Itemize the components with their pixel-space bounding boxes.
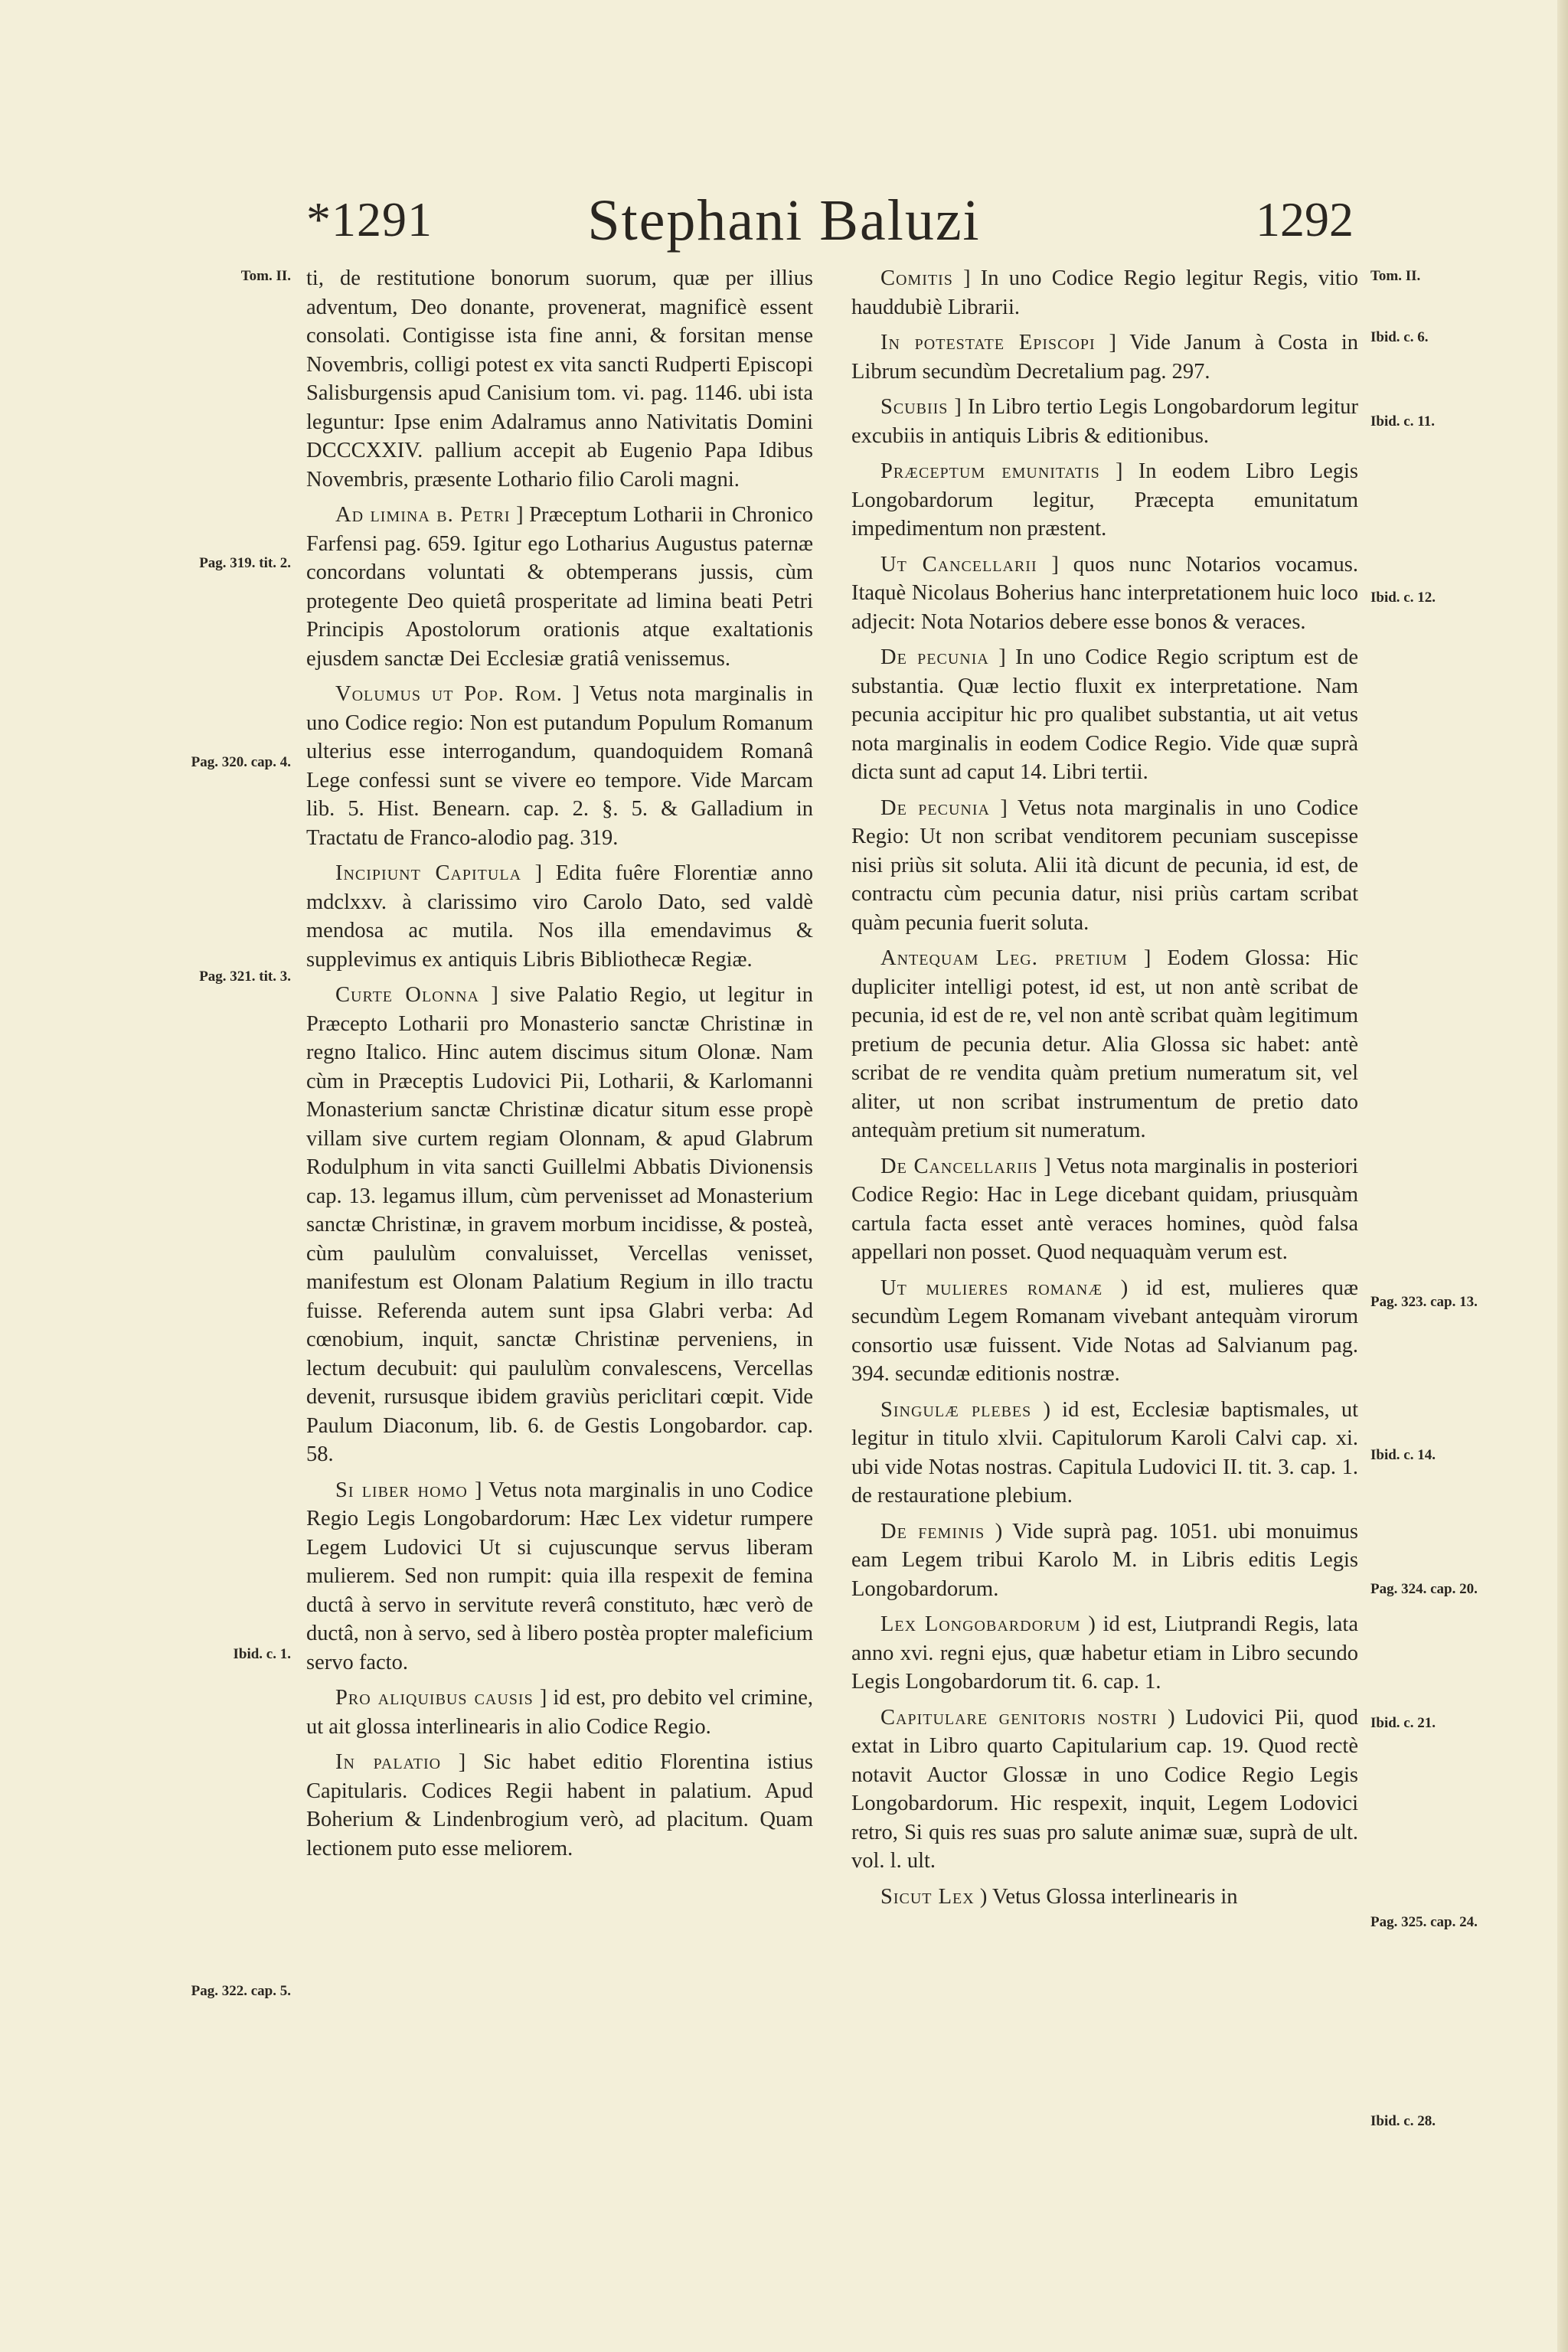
note-lemma: In potestate Episcopi [880,331,1096,354]
note-text: ] Edita fuêre Florentiæ anno mdclxxv. à clarissimo viro Carolo Dato, sed valdè mendosa ac mutila. Nos illa emendavimus & supplevimus ex antiquis Libris Bibliothecæ Regiæ. [306,861,813,972]
margin-note-right: Ibid. c. 11. [1370,413,1435,430]
margin-note-left: Pag. 319. tit. 2. [199,555,291,571]
margin-note-left: Tom. II. [240,268,291,284]
note-lemma: Comitis [880,266,953,290]
note-text: ] id est, pro debito vel crimine, ut ait glossa interlinearis in alio Codice Regio. [306,1686,813,1739]
note-lemma: In palatio [335,1750,442,1774]
margin-note-left: Pag. 322. cap. 5. [191,1983,291,1999]
note-lemma: Pro aliquibus causis [335,1686,534,1710]
note-lemma: Lex Longobardorum [880,1612,1081,1636]
margin-note-right: Tom. II. [1370,268,1421,284]
note-lemma: Incipiunt Capitula [335,861,522,885]
note-lemma: Si liber homo [335,1478,468,1502]
running-title: Stephani Baluzi [587,188,981,253]
note-paragraph [851,393,1358,450]
note-lemma: De Cancellariis [880,1154,1038,1178]
note-paragraph [851,328,1358,386]
note-lemma: Singulæ plebes [880,1397,1032,1422]
note-lemma: Capitulare genitoris nostri [880,1705,1158,1730]
note-lemma: Curte Olonna [335,983,479,1007]
note-text: ] Præceptum Lotharii in Chronico Farfensi pag. 659. Igitur ego Lotharius Augustus paternæ concordans voluntati & obtemperans jussis, cùm protegente Deo quietâ prosperitate ad limina beati Petri Principis Apostolorum orationis atque exaltationis ejusdem sanctæ Dei Ecclesiæ gratiâ venissemus. [306,503,813,671]
note-lemma: Ut mulieres romanæ [880,1276,1103,1300]
page-edge [1557,0,1568,2352]
note-paragraph [851,794,1358,938]
note-lemma: Ad limina b. Petri [335,503,511,527]
note-lemma: De feminis [880,1519,985,1544]
note-text: ) Vetus Glossa interlinearis in [979,1884,1238,1909]
page-number-left: *1291 [306,192,433,247]
margin-note-right: Ibid. c. 6. [1370,329,1429,345]
note-paragraph [851,1610,1358,1697]
note-paragraph [306,1476,813,1677]
margin-note-right: Pag. 323. cap. 13. [1370,1294,1478,1310]
note-text: ] Vetus nota marginalis in posteriori Codice Regio: Hac in Lege dicebant quidam, priusquàm cartula facta esset antè veraces homines, quòd falsa appellari non posset. Quod nequaquàm verum est. [851,1154,1359,1264]
note-lemma: Præceptum emunitatis [880,459,1100,483]
note-text: ] Vetus nota marginalis in uno Codice Regio Legis Longobardorum: Hæc Lex videtur rumpere Legem Ludovici Ut si cujuscunque servus liberam mulierem. Sed non rumpit: quia illa respexit de femina ductâ à servo in servitute reverâ constituto, hæc verò de ductâ, non à servo, sed à libero postèa propter maleficium servo facto. [306,1478,813,1674]
note-text: ) Vide suprà pag. 1051. ubi monuimus eam Legem tribui Karolo M. in Libris editis Legis Longobardorum. [851,1519,1358,1601]
note-paragraph [306,680,813,852]
note-paragraph [851,944,1358,1145]
note-paragraph [851,1883,1358,1912]
note-text: ) Ludovici Pii, quod extat in Libro quarto Capitularium cap. 19. Quod rectè notavit Auctor Glossæ in uno Codice Regio Legis Longobardorum. Hic respexit, inquit, Legem Lodovici retro, Si quis res suas pro salute animæ suæ, suprà de ult. vol. l. ult. [851,1705,1359,1873]
note-text: ) id est, mulieres quæ secundùm Legem Romanam vivebant antequàm virorum consortio usæ fuissent. Vide Notas ad Salvianum pag. 394. secundæ editionis nostræ. [851,1276,1358,1386]
note-text: ] Sic habet editio Florentina istius Capitularis. Codices Regii habent in palatium. Apud Boherium & Lindenbrogium verò, ad placitum. Quam lectionem puto esse meliorem. [306,1750,813,1860]
margin-note-right: Pag. 324. cap. 20. [1370,1581,1478,1597]
note-lemma: Antequam Leg. pretium [880,946,1128,970]
note-paragraph [306,859,813,974]
note-text: ) id est, Ecclesiæ baptismales, ut legitur in titulo xlvii. Capitulorum Karoli Calvi cap. xi. ubi vide Notas nostras. Capitula Ludovici II. tit. 3. cap. 1. de restauratione plebium. [851,1397,1359,1508]
note-paragraph [851,1396,1358,1511]
margin-note-left: Pag. 321. tit. 3. [199,969,291,985]
note-lemma: Sicut Lex [880,1884,975,1909]
note-text: ] In eodem Libro Legis Longobardorum legitur, Præcepta emunitatum impedimentum non præstent. [851,459,1358,541]
note-paragraph [851,1704,1358,1876]
page-number-right: 1292 [1256,192,1354,247]
note-text: ] In Libro tertio Legis Longobardorum legitur excubiis in antiquis Libris & editionibus. [851,395,1358,448]
note-text: ti, de restitutione bonorum suorum, quæ per illius adventum, Deo donante, provenerat, magnificè essent consolati. Contigisse ista fine anni, & forsitan mense Novembris, colligi potest ex vita sancti Rudperti Episcopi Salisburgensis apud Canisium tom. vi. pag. 1146. ubi ista leguntur: Ipse enim Adalramus anno Nativitatis Domini DCCCXXIV. pallium accepit ab Eugenio Papa Idibus Novembris, præsente Lothario filio Caroli magni. [306,266,813,492]
note-paragraph [306,501,813,673]
note-text: ] In uno Codice Regio legitur Regis, vitio hauddubiè Librarii. [851,266,1358,319]
margin-note-right: Ibid. c. 12. [1370,590,1436,606]
note-text: ] Vetus nota marginalis in uno Codice Regio: Ut non scribat venditorem pecuniam suscepisse nisi priùs sit soluta. Alii ità dicunt de pecunia, id est, de contractu cùm pecunia datur, nisi priùs cartam scribat quàm pecunia fuerit soluta. [851,795,1359,935]
margin-note-left: Ibid. c. 1. [233,1646,291,1662]
margin-note-right: Pag. 325. cap. 24. [1370,1914,1478,1930]
note-paragraph [851,550,1358,637]
note-paragraph [851,264,1358,322]
note-text: ] In uno Codice Regio scriptum est de substantia. Quæ lectio fluxit ex interpretatione. Nam pecunia accipitur hic pro qualibet substantia, ut ait vetus nota marginalis in eodem Codice Regio. Vide quæ suprà dicta sunt ad caput 14. Libri tertii. [851,645,1359,784]
note-text: ] Eodem Glossa: Hic dupliciter intelligi potest, id est, ut non antè scribat de pecunia, id est de re, vel non antè scribat quàm legitimum pretium de pecunia detur. Alia Glossa sic habet: antè scribat de re vendita quàm pretium numeratum sit, vel aliter, ut non scribat instrumentum de pretio dato antequàm pretium sit numeratum. [851,946,1358,1142]
note-text: ) id est, Liutprandi Regis, lata anno xvi. regni ejus, quæ habetur etiam in Libro secundo Legis Longobardorum tit. 6. cap. 1. [851,1612,1358,1694]
margin-note-right: Ibid. c. 28. [1370,2113,1436,2129]
note-text: ] sive Palatio Regio, ut legitur in Præcepto Lotharii pro Monasterio sanctæ Christinæ in regno Italico. Hinc autem discimus situm Olonæ. Nam cùm in Præceptis Ludovici Pii, Lotharii, & Karlomanni Monasterium sanctæ Christinæ dicatur situm esse propè villam sive curtem regiam Olonnam, & apud Glabrum Rodulphum in vita sancti Guillelmi Abbatis Divionensis cap. 13. legamus illum, cùm pervenisset ad Monasterium sanctæ Christinæ, in gravem morbum incidisse, & posteà, cùm paululùm convaluisset, Vercellas venisset, manifestum est Olonam Palatium Regium in illo tractu fuisse. Referenda autem sunt ipsa Glabri verba: Ad cœnobium, inquit, sanctæ Christinæ perveniens, in lectum decubuit: qui paululùm convalescens, Vercellas devenit, rursusque ibidem graviùs periclitari cœpit. Vide Paulum Diaconum, lib. 6. de Gestis Longobardor. cap. 58. [306,983,813,1466]
note-lemma: Scubiis [880,395,949,419]
note-lemma: De pecunia [880,795,990,820]
margin-note-right: Ibid. c. 14. [1370,1447,1436,1463]
note-paragraph [851,457,1358,544]
text-column-right [851,264,1358,1918]
note-paragraph [306,1748,813,1863]
note-lemma: De pecunia [880,645,989,669]
note-paragraph [306,264,813,494]
note-paragraph [306,981,813,1469]
note-paragraph [851,1152,1358,1267]
note-paragraph [851,1517,1358,1604]
note-paragraph [851,1274,1358,1389]
note-lemma: Ut Cancellarii [880,552,1037,577]
note-paragraph [851,643,1358,787]
margin-note-right: Ibid. c. 21. [1370,1715,1436,1731]
note-text: ] Vide Janum à Costa in Librum secundùm Decretalium pag. 297. [851,331,1359,384]
note-paragraph [306,1684,813,1741]
note-text: ] Vetus nota marginalis in uno Codice regio: Non est putandum Populum Romanum ulterius esse interrogandum, quandoquidem Romanâ Lege confessi sunt se vivere eo tempore. Vide Marcam lib. 5. Hist. Benearn. cap. 2. §. 5. & Galladium in Tractatu de Franco-alodio pag. 319. [306,682,813,850]
note-lemma: Volumus ut Pop. Rom. [335,682,563,706]
text-column-left [306,264,813,1870]
margin-note-left: Pag. 320. cap. 4. [191,754,291,770]
note-text: ] quos nunc Notarios vocamus. Itaquè Nicolaus Boherius hanc interpretationem huic loco adjecit: Nota Notarios debere esse bonos & veraces. [851,552,1358,634]
